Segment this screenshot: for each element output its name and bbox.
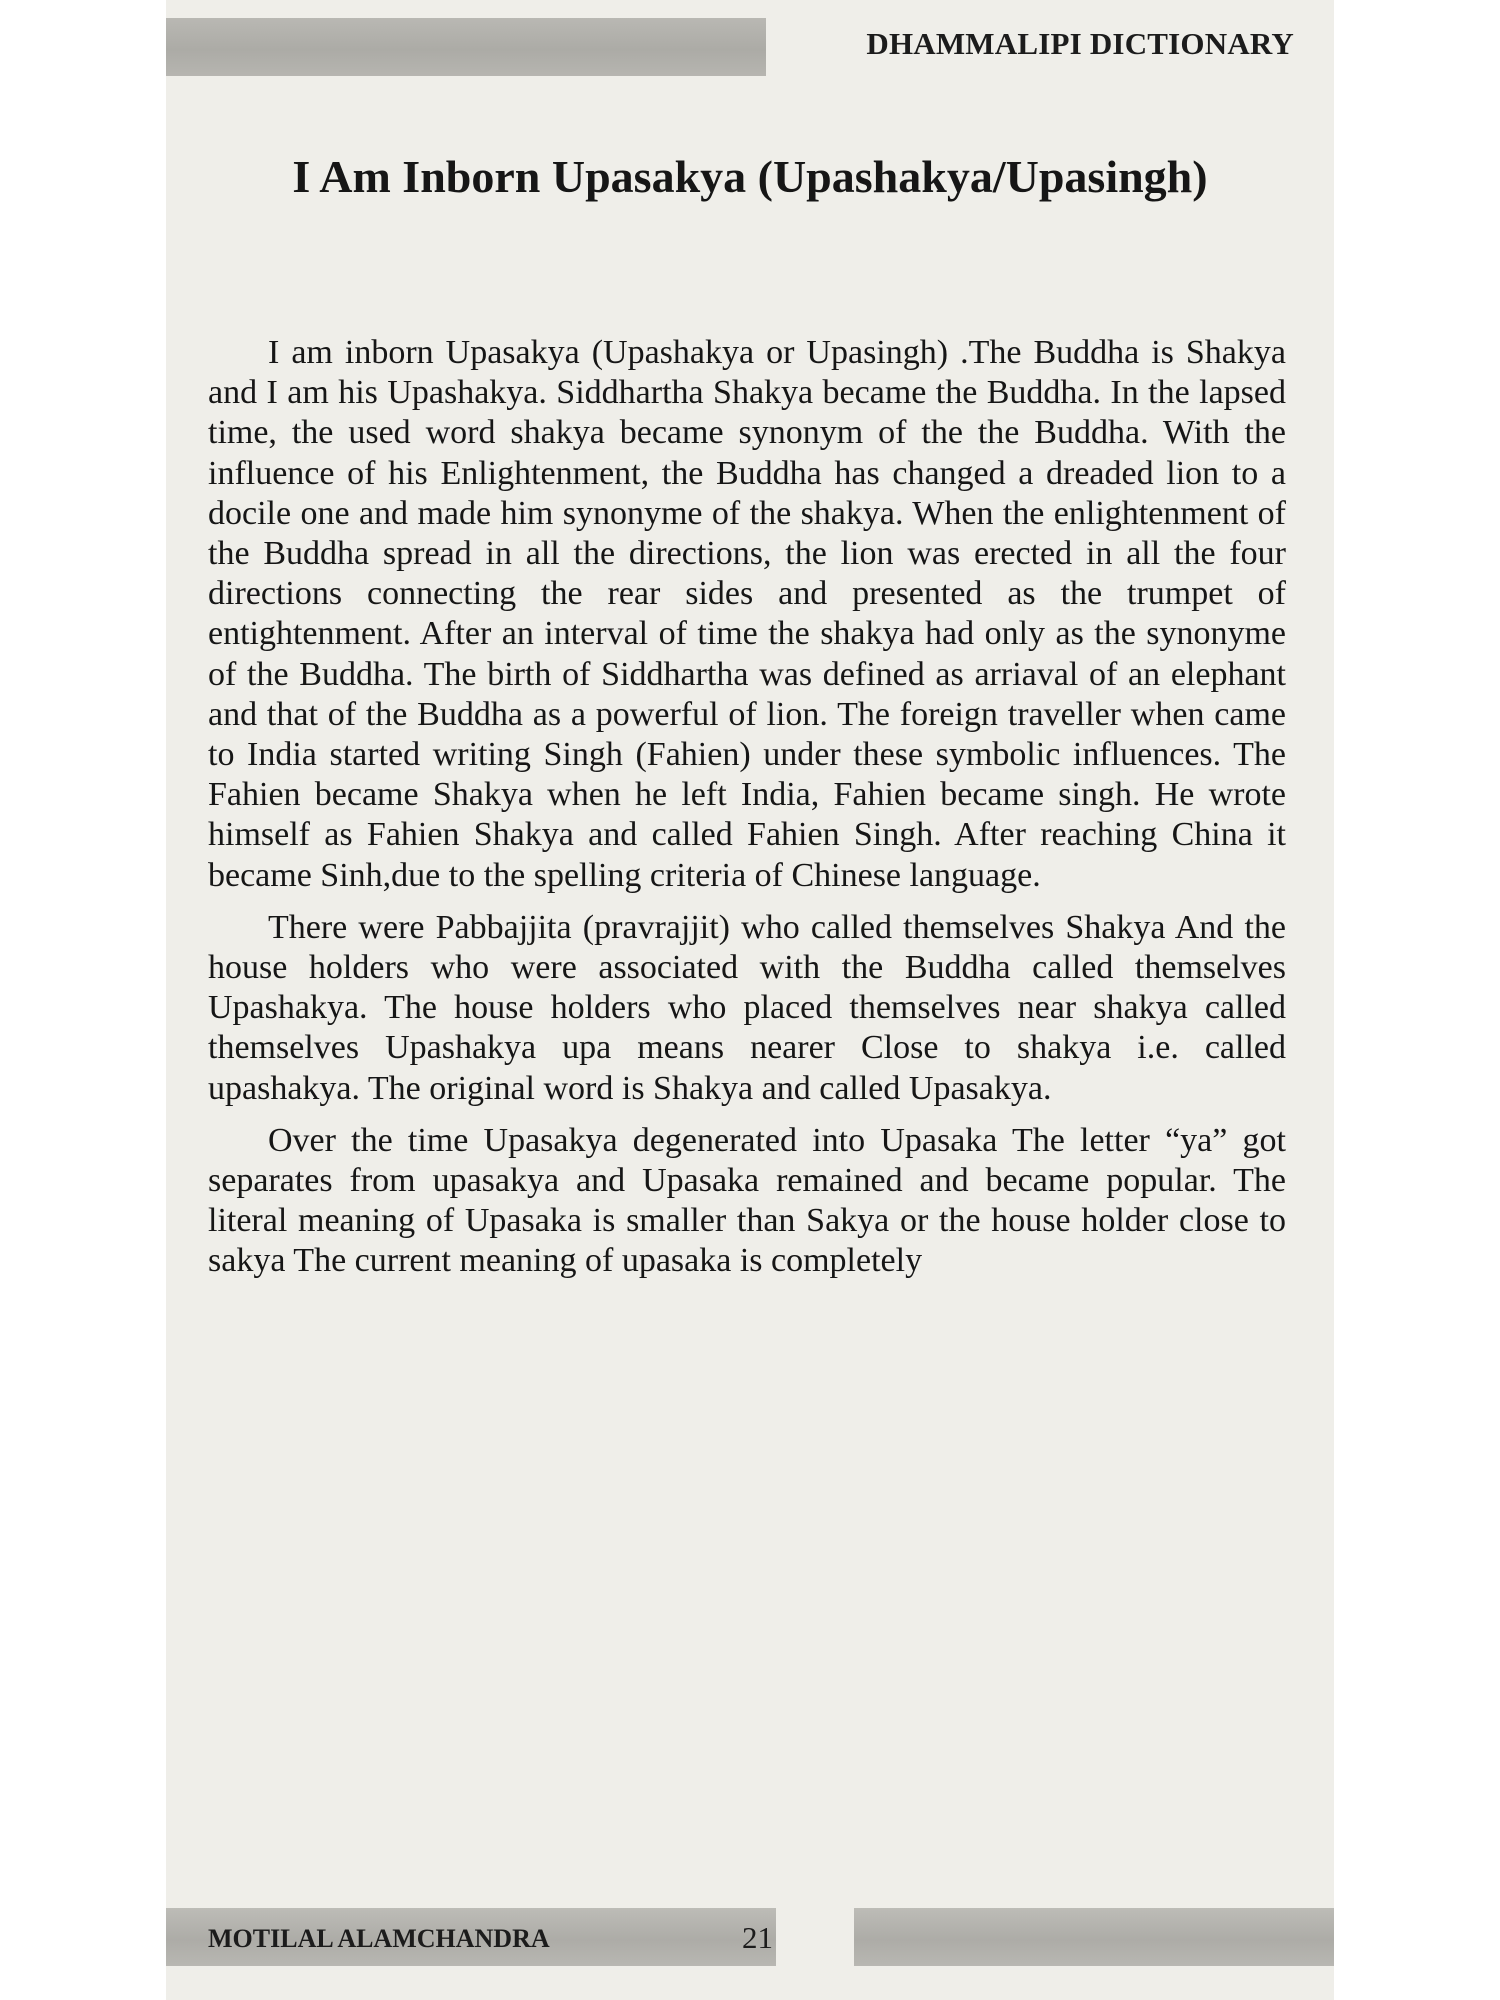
paragraph: There were Pabbajjita (pravrajjit) who called themselves Shakya And the house holders who were associated with the Buddha called themselves Upashakya. The house holders who placed themselves near shakya called themselves Upashakya upa means nearer Close to shakya i.e. called upashakya. The original word is Shakya and called Upasakya. bbox=[208, 908, 1286, 1107]
paragraph: Over the time Upasakya degenerated into Upasaka The letter “ya” got separates from upasakya and Upasaka remained and became popular. The literal meaning of Upasaka is smaller than Sakya or the house holder close to sakya The current meaning of upasaka is completely bbox=[208, 1121, 1286, 1280]
running-header-title: DHAMMALIPI DICTIONARY bbox=[866, 26, 1294, 61]
header-band bbox=[166, 18, 766, 76]
footer-author: MOTILAL ALAMCHANDRA bbox=[208, 1924, 550, 1953]
paragraph: I am inborn Upasakya (Upashakya or Upasingh) .The Buddha is Shakya and I am his Upashakya. Siddhartha Shakya became the Buddha. In the lapsed time, the used word shakya became synonym of the the Buddha. With the influence of his Enlightenment, the Buddha has changed a dreaded lion to a docile one and made him synonyme of the shakya. When the enlightenment of the Buddha spread in all the directions, the lion was erected in all the four directions connecting the rear sides and presented as the trumpet of entightenment. After an interval of time the shakya had only as the synonyme of the Buddha. The birth of Siddhartha was defined as arriaval of an elephant and that of the Buddha as a powerful of lion. The foreign traveller when came to India started writing Singh (Fahien) under these symbolic influences. The Fahien became Shakya when he left India, Fahien became singh. He wrote himself as Fahien Shakya and called Fahien Singh. After reaching China it became Sinh,due to the spelling criteria of Chinese language. bbox=[208, 334, 1286, 894]
chapter-title: I Am Inborn Upasakya (Upashakya/Upasingh) bbox=[292, 151, 1208, 202]
body-text bbox=[208, 333, 1286, 1294]
page-number: 21 bbox=[742, 1920, 773, 1955]
footer-band-gap bbox=[776, 1908, 854, 1966]
book-page bbox=[166, 0, 1334, 2000]
